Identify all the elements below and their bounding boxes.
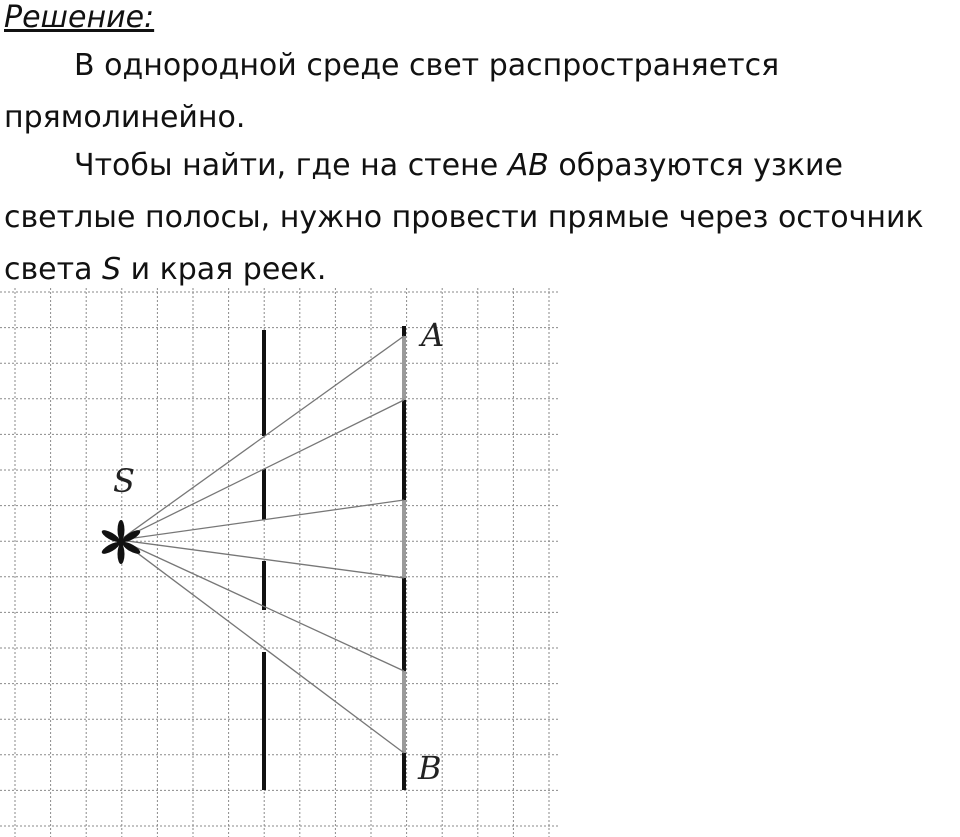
paragraph-2-text-start: Чтобы найти, где на стене: [74, 148, 508, 183]
paragraph-construction: [4, 140, 958, 296]
paragraph-straight-propagation: [4, 40, 958, 144]
paragraph-1-text: В однородной среде свет распространяется прямолинейно.: [4, 48, 780, 135]
grid: [0, 288, 558, 837]
paragraph-2-text-end: и края реек.: [121, 252, 327, 287]
wall-ab-reference: AB: [507, 148, 549, 183]
label-b: B: [418, 749, 442, 787]
solution-heading: Решение:: [4, 0, 155, 35]
light-strip-diagram: [0, 288, 560, 837]
label-a: A: [421, 316, 445, 354]
label-s: S: [113, 462, 135, 500]
paragraph-2-text-middle: образуются узкие светлые полосы, нужно провести прямые через осточник света: [4, 148, 924, 287]
source-s-reference: S: [102, 252, 122, 287]
